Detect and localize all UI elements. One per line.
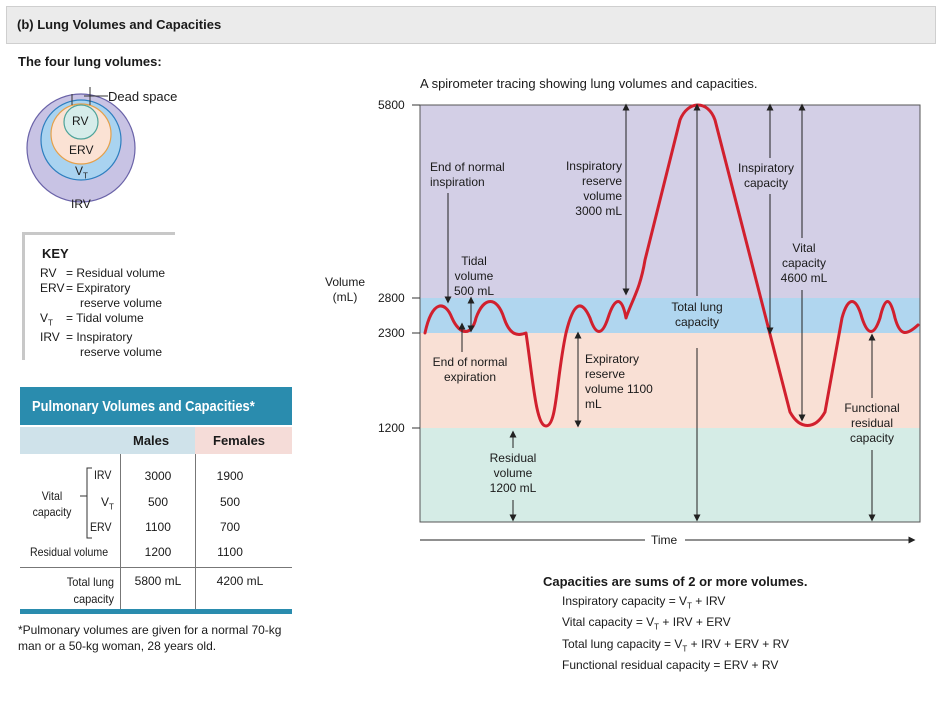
col-males: Males — [133, 433, 170, 448]
end-normal-inspiration-label: End of normal inspiration — [430, 160, 505, 189]
key-row: RV = Residual volume — [40, 266, 166, 280]
rv-annotation: Residual volume 1200 mL — [489, 451, 537, 495]
row-erv-label: ERV — [90, 520, 112, 534]
row-residual-label: Residual volume — [30, 545, 109, 559]
cell-total-males: 5800 mL — [134, 574, 182, 588]
table-bottom-bar — [20, 609, 292, 614]
erv-circle-label: ERV — [69, 143, 94, 157]
tick-label-2800: 2800 — [378, 291, 405, 305]
cell-rv-females: 1100 — [217, 545, 243, 559]
capacities-title: Capacities are sums of 2 or more volumes. — [543, 574, 808, 589]
tidal-volume-label: Tidal volume 500 mL — [453, 254, 495, 298]
col-females: Females — [213, 433, 266, 448]
rv-circle-label: RV — [72, 114, 89, 128]
cell-vt-males: 500 — [147, 495, 169, 509]
end-normal-expiration-label: End of normal expiration — [432, 355, 508, 384]
cell-rv-males: 1200 — [144, 545, 172, 559]
y-axis-label: Volume (mL) — [324, 275, 366, 304]
tick-label-2300: 2300 — [378, 326, 405, 340]
key-row: reserve volume — [80, 296, 163, 310]
key-row: $V_T$ = Tidal volume — [40, 311, 144, 328]
dead-space-label: Dead space — [108, 89, 178, 104]
total-lung-label: Total lung capacity — [66, 575, 114, 606]
capacity-formula: Inspiratory capacity = $V_T$ + IRV — [562, 594, 726, 611]
capacity-formula: Functional residual capacity = ERV + RV — [562, 658, 779, 673]
cell-vt-females: 500 — [219, 495, 241, 509]
footnote: *Pulmonary volumes are given for a normal 70-kg man or a 50-kg woman, 28 years old. — [18, 623, 282, 653]
row-vt-label: $V_T$ — [101, 495, 114, 512]
frc-annotation: Functional residual capacity — [844, 401, 900, 445]
row-irv-label: IRV — [94, 468, 112, 482]
irv-annotation: Inspiratory reserve volume 3000 mL — [565, 159, 622, 218]
irv-circle-label: IRV — [71, 197, 91, 211]
vital-capacity-label: Vital capacity — [32, 489, 72, 519]
key-title: KEY — [42, 246, 69, 261]
vt-circle-label: $V_T$ — [75, 164, 88, 181]
tlc-annotation: Total lung capacity — [671, 300, 723, 329]
chart-title: A spirometer tracing showing lung volumes and capacities. — [420, 76, 758, 91]
cell-erv-females: 700 — [219, 520, 241, 534]
key-row: ERV = Expiratory — [40, 281, 131, 295]
table-title: Pulmonary Volumes and Capacities* — [32, 398, 255, 415]
key-row: reserve volume — [80, 345, 163, 360]
cell-total-females: 4200 mL — [216, 574, 264, 588]
capacity-formula: Total lung capacity = $V_T$ + IRV + ERV + RV — [562, 636, 790, 654]
cell-irv-males: 3000 — [144, 469, 172, 483]
tick-label-5800: 5800 — [378, 98, 405, 112]
cell-erv-males: 1100 — [145, 520, 171, 534]
subtitle-four-volumes: The four lung volumes: — [18, 54, 162, 69]
time-label: Time — [651, 533, 678, 547]
ic-annotation: Inspiratory capacity — [737, 161, 795, 190]
vc-annotation: Vital capacity 4600 mL — [780, 241, 828, 285]
capacity-formula: Vital capacity = $V_T$ + IRV + ERV — [562, 615, 731, 632]
erv-annotation: Expiratory reserve volume 1100 mL — [585, 352, 653, 411]
capacities-list — [562, 593, 789, 674]
key-row: IRV = Inspiratory — [40, 330, 133, 345]
cell-irv-females: 1900 — [216, 469, 244, 483]
table-divider — [20, 567, 292, 568]
tick-label-1200: 1200 — [378, 421, 405, 435]
header-title: (b) Lung Volumes and Capacities — [17, 17, 222, 32]
